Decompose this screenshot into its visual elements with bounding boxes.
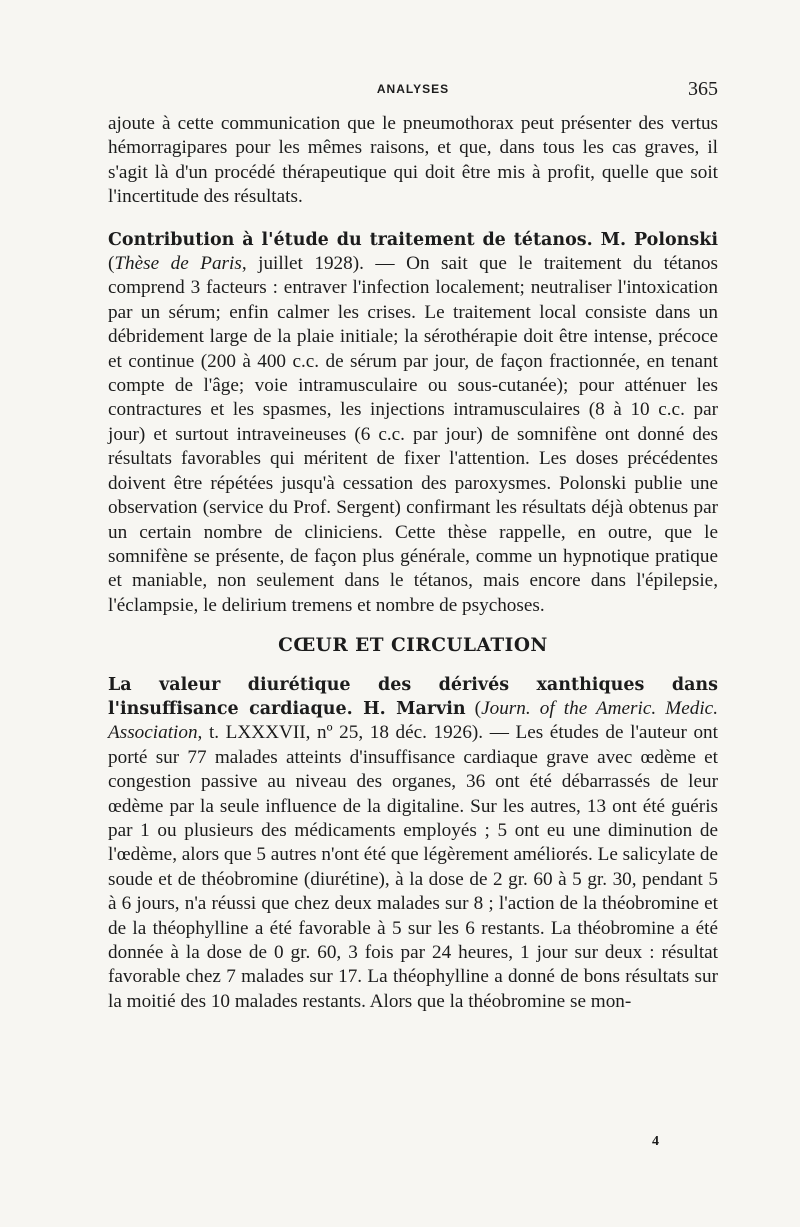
article-tetanos-body: On sait que le traitement du tétanos comprend 3 facteurs : entraver l'infection localement; neutraliser l'intoxication par un sérum; enfin calmer les crises. Le traitement local consiste dans un débridement large de la plaie initiale; la sérothérapie doit être intense, précoce et continue (200 à 400 c.c. de sérum par jour, de façon fractionnée, en tenant compte de l'âge; voie intramusculaire ou sous-cutanée); pour atténuer les contractures et les spasmes, les injections intramusculaires (8 à 10 c.c. par jour) et surtout intraveineuses (6 c.c. par jour) de somnifène ont donné des résultats favorables qui méritent de fixer l'attention. Les doses précédentes doivent être répétées jusqu'à cessation des paroxysmes. Polonski publie une observation (service du Prof. Sergent) confirmant les résultats déjà obtenus par un certain nombre de cliniciens. Cette thèse rappelle, en outre, que le somnifène se présente, de façon plus générale, comme un hypnotique pratique et maniable, non seulement dans le tétanos, mais encore dans l'épilepsie, l'éclampsie, le delirium tremens et nombre de psychoses. — [108, 253, 718, 616]
article-diuretique: La valeur diurétique des dérivés xanthiques dans l'insuffisance cardiaque. H. Marvin (Journ. of the Americ. Medic. Association, t. LXXXVII, nº 25, 18 déc. 1926). — Les études de l'auteur ont porté sur 77 malades atteints d'insuffisance cardiaque grave avec œdème et congestion passive au niveau des organes, 36 ont été débarrassés de leur œdème par la seule influence de la digitaline. Sur les autres, 13 ont été guéris par 1 ou plusieurs des médicaments employés ; 5 ont eu une diminution de l'œdème, alors que 5 autres n'ont été que légèrement améliorés. Le salicylate de soude et de théobromine (diurétine), à la dose de 2 gr. 60 à 5 gr. 30, pendant 5 à 6 jours, n'a réussi que chez deux malades sur 8 ; l'action de la théobromine et de la théophylline a été favorable à 5 sur les 6 restants. La théobromine a été donnée à la dose de 0 gr. 60, 3 fois par 24 heures, 1 jour sur deux : résultat favorable chez 7 malades sur 17. La théophylline a donné de bons résultats sur la moitié des 10 malades restants. Alors que la théobromine se mon- — [108, 674, 719, 1012]
article-tetanos-title: Contribution à l'étude du traitement de tétanos. M. Polonski — [108, 229, 718, 250]
article-diuretique-title: La valeur diurétique des dérivés xanthiques dans l'insuffisance cardiaque. H. Marvin — [108, 674, 718, 719]
paragraph-intro: ajoute à cette communication que le pneumothorax peut présenter des vertus hémorragipares pour les mêmes raisons, et que, dans tous les cas graves, il s'agit là d'un procédé thérapeutique qui doit être mis à profit, quelle que soit l'incertitude des résultats. — [108, 113, 718, 208]
running-title: ANALYSES — [376, 82, 450, 96]
article-diuretique-citation: , t. LXXXVII, nº 25, 18 déc. 1926). — — [197, 722, 516, 744]
page-signature: 4 — [652, 1134, 659, 1149]
running-head — [108, 78, 718, 100]
article-tetanos: Contribution à l'étude du traitement de tétanos. M. Polonski (Thèse de Paris, juillet 1928). — On sait que le traitement du tétanos comprend 3 facteurs : entraver l'infection localement; neutraliser l'intoxication par un sérum; enfin calmer les crises. Le traitement local consiste dans un débridement large de la plaie initiale; la sérothérapie doit être intense, précoce et continue (200 à 400 c.c. de sérum par jour, de façon fractionnée, en tenant compte de l'âge; voie intramusculaire ou sous-cutanée); pour atténuer les contractures et les spasmes, les injections intramusculaires (8 à 10 c.c. par jour) et surtout intraveineuses (6 c.c. par jour) de somnifène ont donné des résultats favorables qui méritent de fixer l'attention. Les doses précédentes doivent être répétées jusqu'à cessation des paroxysmes. Polonski publie une observation (service du Prof. Sergent) confirmant les résultats déjà obtenus par un certain nombre de cliniciens. Cette thèse rappelle, en outre, que le somnifène se présente, de façon plus générale, comme un hypnotique pratique et maniable, non seulement dans le tétanos, mais encore dans l'épilepsie, l'éclampsie, le delirium tremens et nombre de psychoses. — [108, 229, 718, 616]
page-number: 365 — [688, 78, 718, 100]
article-gap — [108, 210, 718, 228]
article-diuretique-body: Les études de l'auteur ont porté sur 77 malades atteints d'insuffisance cardiaque grave avec œdème et congestion passive au niveau des organes, 36 ont été débarrassés de leur œdème par la seule influence de la digitaline. Sur les autres, 13 ont été guéris par 1 ou plusieurs des médicaments employés ; 5 ont eu une diminution de l'œdème, alors que 5 autres n'ont été que légèrement améliorés. Le salicylate de soude et de théobromine (diurétine), à la dose de 2 gr. 60 à 5 gr. 30, pendant 5 à 6 jours, n'a réussi que chez deux malades sur 8 ; l'action de la théobromine et de la théophylline a été favorable à 5 sur les 6 restants. La théobromine a été donnée à la dose de 0 gr. 60, 3 fois par 24 heures, 1 jour sur deux : résultat favorable chez 7 malades sur 17. La théophylline a donné de bons résultats sur la moitié des 10 malades restants. Alors que la théobromine se mon- — [108, 722, 719, 1012]
body-text — [108, 112, 718, 1014]
section-heading: CŒUR ET CIRCULATION — [278, 635, 548, 657]
article-diuretique-source: Journ. of the Americ. Medic. Association — [108, 697, 718, 744]
article-tetanos-source: Thèse de Paris — [114, 253, 242, 275]
article-tetanos-date: , juillet 1928). — — [241, 253, 407, 275]
